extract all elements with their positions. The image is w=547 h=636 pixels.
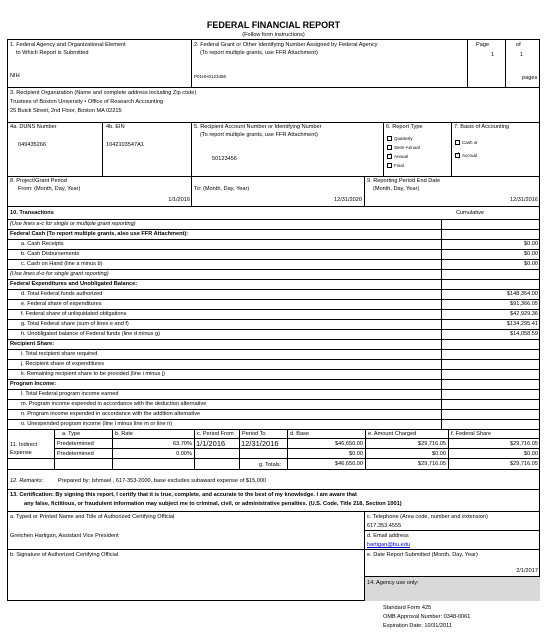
transaction-line [7, 409, 540, 419]
transaction-line-value[interactable]: $0.00 [524, 251, 538, 257]
name-title-value[interactable]: Gretchen Hartigan, Assistant Vice President [10, 533, 119, 539]
transaction-line [7, 329, 540, 339]
transaction-line-label: l. Total Federal program income earned [21, 391, 119, 397]
transaction-line-label: k. Remaining recipient share to be provided (line i minus j) [21, 371, 165, 377]
transaction-line-label: f. Federal share of unliquidated obligations [21, 311, 127, 317]
of-value: 1 [520, 52, 524, 58]
col-period-from: c. Period From [197, 431, 234, 437]
checkbox-icon [387, 145, 392, 150]
basis-cash[interactable]: Cash or [455, 140, 478, 145]
form-subtitle: (Follow form instructions) [242, 32, 305, 38]
transaction-line-label: h. Unobligated balance of Federal funds (line d minus g) [21, 331, 160, 337]
transaction-line-label: Recipient Share: [10, 341, 55, 347]
report-type-semiannual[interactable]: Semi-Annual [387, 145, 420, 150]
total-charged: $29,716.05 [418, 461, 446, 467]
footer-form-number: Standard Form 425 [383, 605, 432, 611]
duns-label: 4a. DUNS Number [10, 124, 57, 130]
transaction-line [7, 239, 540, 249]
row1-rate[interactable]: 63.70% [173, 441, 192, 447]
transaction-line [7, 349, 540, 359]
certification-line-1: 13. Certification: By signing this report, I certify that it is true, complete, and accurate to the best of my knowledge. I am aware that [10, 492, 357, 498]
agency-value[interactable]: NIH [10, 73, 20, 79]
total-base: $46,650.00 [335, 461, 363, 467]
checkmark-icon [455, 153, 460, 158]
transaction-line [7, 399, 540, 409]
recipient-line-2[interactable]: 25 Buick Street, 2nd Floor, Boston MA 02215 [10, 108, 122, 114]
row2-rate[interactable]: 0.00% [176, 451, 192, 457]
transaction-line [7, 369, 540, 379]
transaction-line-value[interactable]: $0.00 [524, 261, 538, 267]
page-value: 1 [491, 52, 495, 58]
account-label: 5. Recipient Account Number or Identifying Number [194, 124, 322, 130]
footer-expiration: Expiration Date: 10/31/2011 [383, 623, 452, 629]
transaction-line [7, 389, 540, 399]
end-date-value[interactable]: 12/31/2016 [510, 197, 538, 203]
email-label: d. Email address [367, 533, 409, 539]
row2-share[interactable]: $0.00 [524, 451, 538, 457]
transaction-line-label: e. Federal share of expenditures [21, 301, 102, 307]
report-type-annual[interactable]: ✓Annual [387, 154, 408, 159]
col-base: d. Base [290, 431, 309, 437]
page-label: Page [476, 42, 490, 48]
remarks-label: 12. Remarks: [10, 478, 44, 484]
indirect-label-1: 11. Indirect [10, 442, 38, 448]
recipient-label: 3. Recipient Organization (Name and complete address including Zip code) [10, 90, 197, 96]
col-rate: b. Rate [115, 431, 134, 437]
account-value[interactable]: 50123456 [212, 156, 237, 162]
transaction-line-label: o. Unexpended program income (line l minus line m or line n) [21, 421, 173, 427]
transaction-line-label: j. Recipient share of expenditures [21, 361, 105, 367]
form-title: FEDERAL FINANCIAL REPORT [206, 20, 341, 30]
transaction-line [7, 269, 540, 279]
row2-charged[interactable]: $0.00 [432, 451, 446, 457]
report-type-final[interactable]: Final [387, 163, 404, 168]
transaction-line [7, 279, 540, 289]
row1-to[interactable]: 12/31/2016 [241, 439, 279, 448]
transaction-line [7, 249, 540, 259]
row2-type[interactable]: Predetermined [57, 451, 94, 457]
end-date-label-2: (Month, Day, Year) [373, 186, 420, 192]
period-to-value[interactable]: 12/31/2020 [334, 197, 362, 203]
transaction-line [7, 289, 540, 299]
period-from-value[interactable]: 1/1/2016 [168, 197, 190, 203]
transaction-line [7, 309, 540, 319]
row1-type[interactable]: Predetermined [57, 441, 94, 447]
pages-label: pages [522, 75, 538, 81]
checkbox-icon [387, 136, 392, 141]
phone-value[interactable]: 617.353.4555 [367, 523, 402, 529]
basis-accrual[interactable]: ✓Accrual [455, 153, 477, 158]
ein-value[interactable]: 1042103547A1 [106, 142, 144, 148]
grant-value[interactable]: P01HH0123456 [194, 74, 227, 79]
row1-base[interactable]: $46,650.00 [335, 441, 363, 447]
duns-value[interactable]: 049435266 [18, 142, 46, 148]
agency-label: 1. Federal Agency and Organizational Element [10, 42, 126, 48]
transaction-line [7, 319, 540, 329]
transaction-line-label: n. Program income expended in accordance with the addition alternative [21, 411, 201, 417]
transaction-line [7, 229, 540, 239]
remarks-text[interactable]: Prepared by: Ishmael , 617-353-2000, base excludes subaward expense of $15,000 [58, 478, 267, 484]
transaction-line-value[interactable]: $42,929.36 [510, 311, 538, 317]
transaction-line [7, 379, 540, 389]
col-period-to: Period To [242, 431, 266, 437]
transaction-line-label: c. Cash on Hand (line a minus b) [21, 261, 103, 267]
transaction-line-value[interactable]: $0.00 [524, 241, 538, 247]
indirect-label-2: Expense [10, 450, 32, 456]
col-type: a. Type [62, 431, 81, 437]
report-type-label: 6. Report Type [386, 124, 423, 130]
checkmark-icon [387, 154, 392, 159]
transaction-line-label: m. Program income expended in accordance with the deduction alternative [21, 401, 207, 407]
cumulative-label: Cumulative [456, 210, 484, 216]
period-from-label: From: (Month, Day, Year) [18, 186, 81, 192]
name-title-label: a. Typed or Printed Name and Title of Authorized Certifying Official [10, 514, 175, 520]
report-type-quarterly[interactable]: Quarterly [387, 136, 413, 141]
agency-label-2: to Which Report is Submitted [16, 50, 89, 56]
phone-label: c. Telephone (Area code, number and extension) [367, 514, 488, 520]
indirect-expense-table [7, 429, 540, 469]
transaction-line-label: a. Cash Receipts [21, 241, 64, 247]
account-label-2: (To report multiple grants, use FFR Attachment) [200, 132, 318, 138]
grant-label: 2. Federal Grant or Other Identifying Number Assigned by Federal Agency [194, 42, 378, 48]
agency-use-label: 14. Agency use only: [367, 580, 419, 586]
transaction-line-value[interactable]: $91,366.05 [510, 301, 538, 307]
ein-label: 4b. EIN [106, 124, 125, 130]
transaction-line-value[interactable]: $134,295.41 [506, 321, 538, 327]
transaction-line-label: g. Total Federal share (sum of lines e and f) [21, 321, 129, 327]
row1-charged[interactable]: $29,716.05 [418, 441, 446, 447]
basis-label: 7. Basis of Accounting [454, 124, 510, 130]
transaction-line [7, 359, 540, 369]
transaction-line [7, 339, 540, 349]
signature-label: b. Signature of Authorized Certifying Official [10, 552, 119, 558]
recipient-line-1[interactable]: Trustees of Boston University • Office of Research Accounting [10, 99, 164, 105]
row1-from[interactable]: 1/1/2016 [196, 439, 226, 448]
transaction-line-value[interactable]: $14,058.59 [510, 331, 538, 337]
date-submitted-value[interactable]: 2/1/2017 [516, 568, 538, 574]
transaction-line-value[interactable]: $148,354.00 [506, 291, 538, 297]
transaction-line-label: Program Income: [10, 381, 57, 387]
transaction-line [7, 299, 540, 309]
total-share: $29,716.05 [510, 461, 538, 467]
transaction-line-label: (Use lines d-o for single grant reporting) [10, 271, 109, 277]
transaction-line-label: Federal Expenditures and Unobligated Balance: [10, 281, 138, 287]
totals-label: g. Totals: [259, 462, 282, 468]
period-to-label: To: (Month, Day, Year) [194, 186, 250, 192]
checkbox-icon [387, 163, 392, 168]
transactions-label: 10. Transactions [10, 210, 54, 216]
end-date-label: 9. Reporting Period End Date [367, 178, 441, 184]
footer-omb: OMB Approval Number: 0348-0061 [383, 614, 471, 620]
transaction-line-label: d. Total Federal funds authorized [21, 291, 103, 297]
transaction-line [7, 219, 540, 229]
checkbox-icon [455, 140, 460, 145]
transaction-line-label: Federal Cash (To report multiple grants, also use FFR Attachment): [10, 231, 189, 237]
col-charged: e. Amount Charged [368, 431, 417, 437]
row2-base[interactable]: $0.00 [349, 451, 363, 457]
grant-label-2: (To report multiple grants, use FFR Attachment) [200, 50, 318, 56]
transaction-line [7, 259, 540, 269]
transaction-line-label: (Use lines a-c for single or multiple grant reporting) [10, 221, 136, 227]
of-label: of [516, 42, 521, 48]
period-label: 8. Project/Grant Period [10, 178, 67, 184]
date-submitted-label: e. Date Report Submitted (Month, Day, Year) [367, 552, 478, 558]
transaction-line-label: i. Total recipient share required [21, 351, 98, 357]
col-federal-share: f. Federal Share [451, 431, 492, 437]
certification-line-2: any false, fictitious, or fraudulent information may subject me to criminal, civil, or administrative penalties. (U.S. Code, Title 218, Section 1001) [24, 501, 402, 507]
email-value[interactable]: hartigan@bu.edu [367, 542, 411, 548]
transaction-line-label: b. Cash Disbursements [21, 251, 80, 257]
row1-share[interactable]: $29,716.05 [510, 441, 538, 447]
transaction-line [7, 419, 540, 429]
